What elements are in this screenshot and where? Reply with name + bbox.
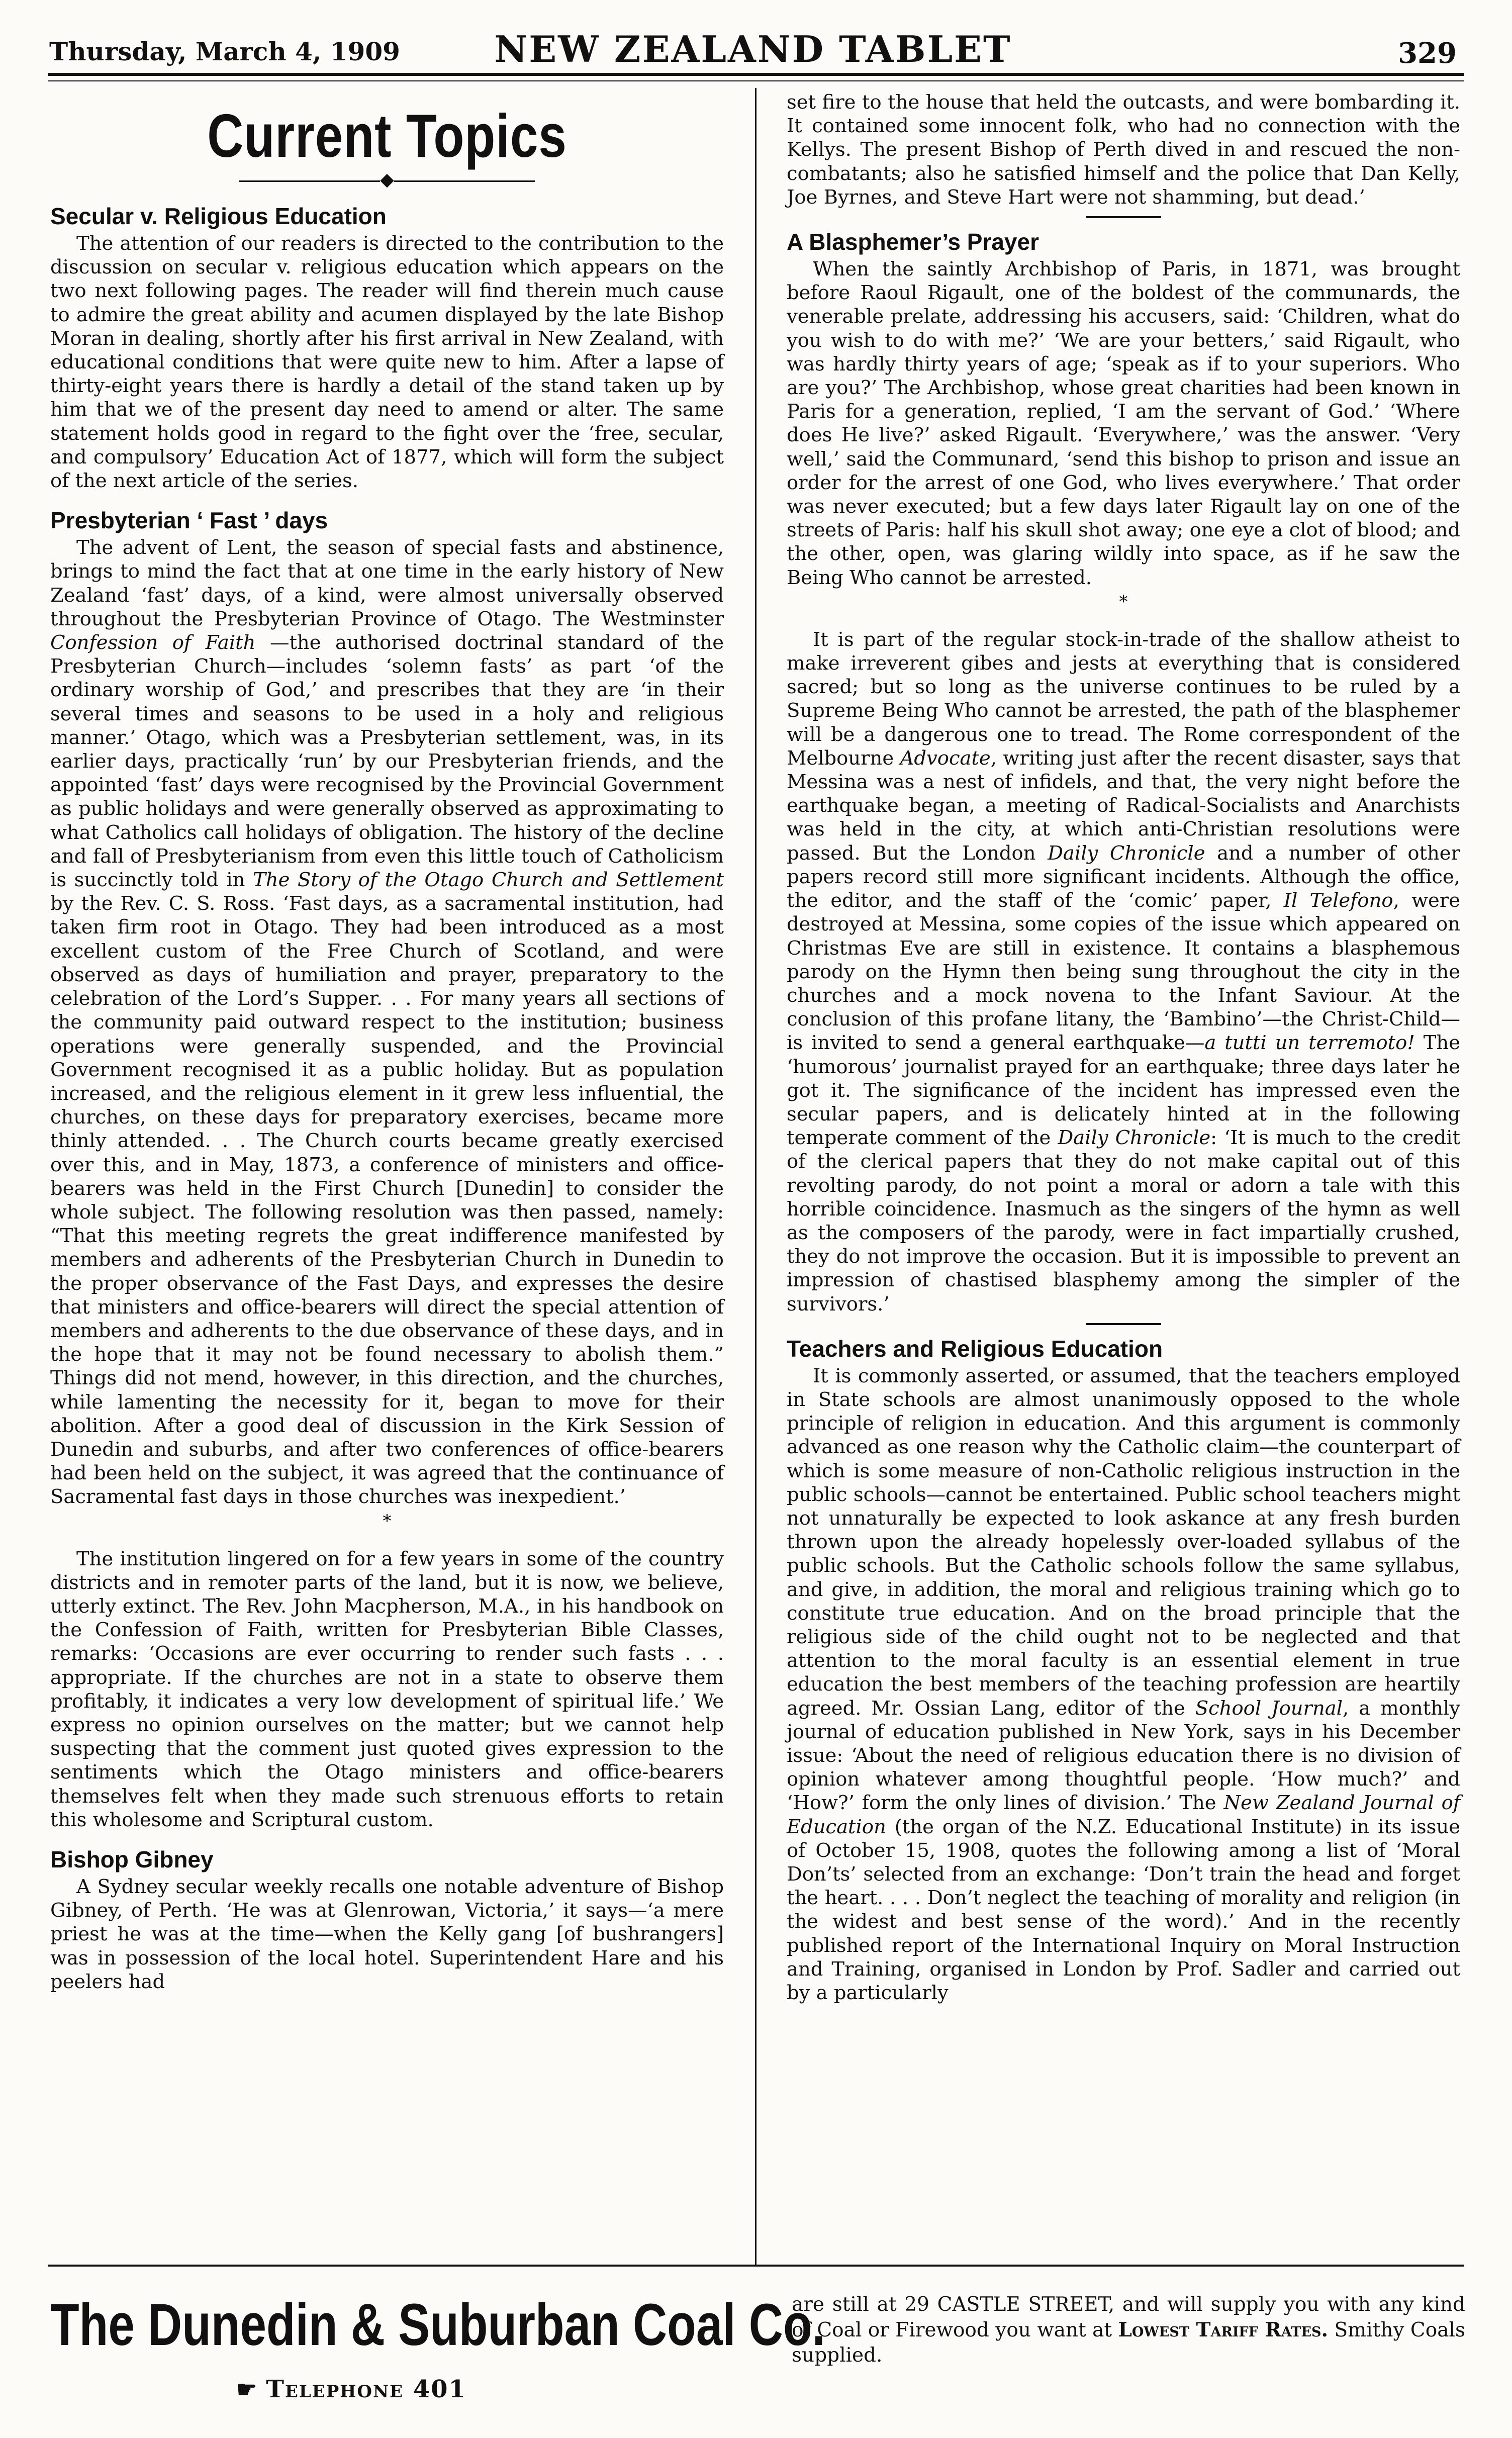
telephone-label: Telephone [266, 2375, 404, 2403]
footer-rule [48, 2265, 1464, 2267]
left-column [50, 90, 724, 1994]
paragraph-fast-days: The advent of Lent, the season of special fasts and abstinence, brings to mind the fact that at one time in the early history of New Zealand ‘fast’ days, of a kind, were almost universally observed throughout the Presbyterian Province of Otago. The Westminster Confession of Faith —the authorised doctrinal standard of the Presbyterian Church—includes ‘solemn fasts’ as part ‘of the ordinary worship of God,’ and prescribes that they are ‘in their several times and seasons to be used in a holy and religious manner.’ Otago, which was a Presbyterian settlement, was, in its earlier days, practically ‘run’ by our Presbyterian friends, and the appointed ‘fast’ days were recognised by the Provincial Government as public holidays and were generally observed as approximating to what Catholics call holidays of obligation. The history of the decline and fall of Presbyterianism from even this little touch of Catholicism is succinctly told in The Story of the Otago Church and Settlement by the Rev. C. S. Ross. ‘Fast days, as a sacramental institution, had taken firm root in Otago. They had been introduced as a most excellent custom of the Free Church of Scotland, and were observed as days of humiliation and prayer, preparatory to the celebration of the Lord’s Supper. . . For many years all sections of the community paid outward respect to the institution; business operations were generally suspended, and the Provincial Government recognised it as a public holiday. But as population increased, and the religious element in it grew less influential, the churches, on these days for preparatory exercises, became more thinly attended. . . The Church courts became greatly exercised over this, and in May, 1873, a conference of ministers and office-bearers was held in the First Church [Dunedin] to consider the whole subject. The following resolution was then passed, namely: “That this meeting regrets the great indifference manifested by members and adherents of the Presbyterian Church in Dunedin to the proper observance of the Fast Days, and expresses the desire that ministers and office-bearers will direct the special attention of members and adherents to the due observance of these days, and in the hope that it may not be found necessary to abolish them.” Things did not mend, however, in this direction, and the churches, while lamenting the necessity for it, began to move for their abolition. After a good deal of discussion in the Kirk Session of Dunedin and suburbs, and after two conferences of office-bearers had been held on the subject, it was agreed that the continuance of Sacramental fast days in those churches was inexpedient.’ [50, 536, 724, 1509]
advert-text: are still at 29 CASTLE STREET, and will supply you with any kind of Coal or Firewood you want at Lowest Tariff Rates. Smithy Coals supplied. [792, 2293, 1465, 2367]
telephone-number: 401 [413, 2375, 466, 2403]
issue-date: Thursday, March 4, 1909 [49, 37, 400, 66]
heading-blasphemer-prayer: A Blasphemer’s Prayer [787, 229, 1040, 255]
right-column [787, 90, 1460, 2005]
section-star: * [383, 1511, 392, 1531]
paragraph-blasphemer: When the saintly Archbishop of Paris, in 1871, was brought before Raoul Rigault, one of the boldest of the communards, the venerable prelate, addressing his accusers, said: ‘Children, what do you wish to do with me?’ ‘We are your betters,’ said Rigault, who was hardly thirty years of age; ‘speak as if to your superiors. Who are you?’ The Archbishop, whose great charities had been known in Paris for a generation, replied, ‘I am the servant of God.’ ‘Where does He live?’ asked Rigault. ‘Everywhere,’ was the answer. ‘Very well,’ said the Communard, ‘send this bishop to prison and issue an order for the arrest of one God, who lives everywhere.’ That order was never executed; but a few days later Rigault lay on one of the streets of Paris: half his skull shot away; one eye a clot of blood; and the other, open, was glaring wildly into space, as if he saw the Being Who cannot be arrested. [787, 258, 1460, 589]
title-ornament: ◆ [50, 171, 724, 189]
section-title: Current Topics [207, 102, 567, 170]
pointing-hand-icon: ☛ [236, 2376, 258, 2403]
column-divider [755, 88, 757, 2265]
heading-teachers: Teachers and Religious Education [787, 1335, 1163, 1362]
page-number: 329 [1398, 37, 1457, 70]
paragraph-institution: The institution lingered on for a few years in some of the country districts and in remoter parts of the land, but it is now, we believe, utterly extinct. The Rev. John Macpherson, M.A., in his handbook on the Confession of Faith, written for Presbyterian Bible Classes, remarks: ‘Occasions are ever occurring to render such fasts . . . appropriate. If the churches are not in a state to observe them profitably, it indicates a very low development of spiritual life.’ We express no opinion ourselves on the matter; but we cannot help suspecting that the comment just quoted gives expression to the sentiments which the Otago ministers and office-bearers themselves felt when they made such strenuous efforts to retain this wholesome and Scriptural custom. [50, 1547, 724, 1831]
advert-company-name: The Dunedin & Suburban Coal Co. [50, 2292, 825, 2358]
section-star-2: * [1119, 591, 1128, 612]
paragraph-teachers: It is commonly asserted, or assumed, that the teachers employed in State schools are almost unanimously opposed to the whole principle of religion in education. And this argument is commonly advanced as one reason why the Catholic claim—the counterpart of which is some measure of non-Catholic religious instruction in the public schools—cannot be entertained. Public school teachers might not unnaturally be expected to look askance at any fresh burden thrown upon the already hopelessly over-loaded syllabus of the public schools. But the Catholic schools follow the same syllabus, and give, in addition, the moral and religious training which go to constitute true education. And on the broad principle that the religious side of the child ought not to be neglected and that attention to the moral faculty is an essential element in true education the best members of the teaching profession are heartily agreed. Mr. Ossian Lang, editor of the School Journal, a monthly journal of education published in New York, says in his December issue: ‘About the need of religious education there is no division of opinion whatever among thoughtful people. ‘How much?’ and ‘How?’ form the only lines of division.’ The New Zealand Journal of Education (the organ of the N.Z. Educational Institute) in its issue of October 15, 1908, quotes the following among a list of ‘Moral Don’ts’ selected from an exchange: ‘Don’t train the head and forget the heart. . . . Don’t neglect the teaching of morality and religion (in the widest and best sense of the word).’ And in the recently published report of the International Inquiry on Moral Instruction and Training, organised in London by Prof. Sadler and carried out by a particularly [787, 1364, 1461, 2005]
paragraph-gibney-continued: set fire to the house that held the outcasts, and were bombarding it. It contained some innocent folk, who had no connection with the Kellys. The present Bishop of Perth dived in and rescued the non-combatants; also he satisfied himself and the police that Dan Kelly, Joe Byrnes, and Steve Hart were not shamming, but dead.’ [787, 91, 1460, 209]
header-rule-thin [48, 80, 1464, 81]
advert-telephone [236, 2375, 466, 2403]
paragraph-secular: The attention of our readers is directed to the contribution to the discussion on secular v. religious education which appears on the two next following pages. The reader will find therein much cause to admire the great ability and acumen displayed by the late Bishop Moran in dealing, shortly after his first arrival in New Zealand, with educational conditions that were quite new to him. After a lapse of thirty-eight years there is hardly a detail of the stand taken up by him that we of the present day need to amend or alter. The same statement holds good in regard to the fight over the ‘free, secular, and compulsory’ Education Act of 1877, which will form the subject of the next article of the series. [50, 232, 724, 493]
section-dash-2 [1086, 1323, 1161, 1325]
heading-bishop-gibney: Bishop Gibney [50, 1846, 214, 1872]
heading-presbyterian-fast: Presbyterian ‘ Fast ’ days [50, 507, 328, 534]
paragraph-gibney: A Sydney secular weekly recalls one notable adventure of Bishop Gibney, of Perth. ‘He was at Glenrowan, Victoria,’ it says—‘a mere priest he was at the time—when the Kelly gang [of bushrangers] was in possession of the local hotel. Superintendent Hare and his peelers had [50, 1876, 724, 1993]
masthead: NEW ZEALAND TABLET [494, 28, 1012, 70]
paragraph-atheist: It is part of the regular stock-in-trade of the shallow atheist to make irreverent gibes and jests at everything that is considered sacred; but so long as the universe continues to be ruled by a Supreme Being Who cannot be arrested, the path of the blasphemer will be a dangerous one to tread. The Rome correspondent of the Melbourne Advocate, writing just after the recent disaster, says that Messina was a nest of infidels, and that, the very night before the earthquake began, a meeting of Radical-Socialists and Anarchists was held in the city, at which anti-Christian resolutions were passed. But the London Daily Chronicle and a number of other papers record still more significant incidents. Although the office, the editor, and the staff of the ‘comic’ paper, Il Telefono, were destroyed at Messina, some copies of the issue which appeared on Christmas Eve are still in existence. It contains a blasphemous parody on the Hymn then being sung throughout the city in the churches and a mock novena to the Infant Saviour. At the conclusion of this profane litany, the ‘Bambino’—the Christ-Child—is invited to send a general earthquake—a tutti un terremoto! The ‘humorous’ journalist prayed for an earthquake; three days later he got it. The significance of the incident has impressed even the secular papers, and is delicately hinted at in the following temperate comment of the Daily Chronicle: ‘It is much to the credit of the clerical papers that they do not make capital out of this revolting parody, do not point a moral or adorn a tale with this horrible coincidence. Inasmuch as the singers of the hymn as well as the composers of the parody, were in fact impartially crushed, they do not improve the occasion. But it is impossible to prevent an impression of chastised blasphemy among the simpler of the survivors.’ [787, 628, 1461, 1316]
running-header [49, 28, 1457, 73]
heading-secular-religious: Secular v. Religious Education [50, 203, 387, 229]
section-dash [1086, 216, 1161, 218]
header-rule [48, 73, 1464, 76]
